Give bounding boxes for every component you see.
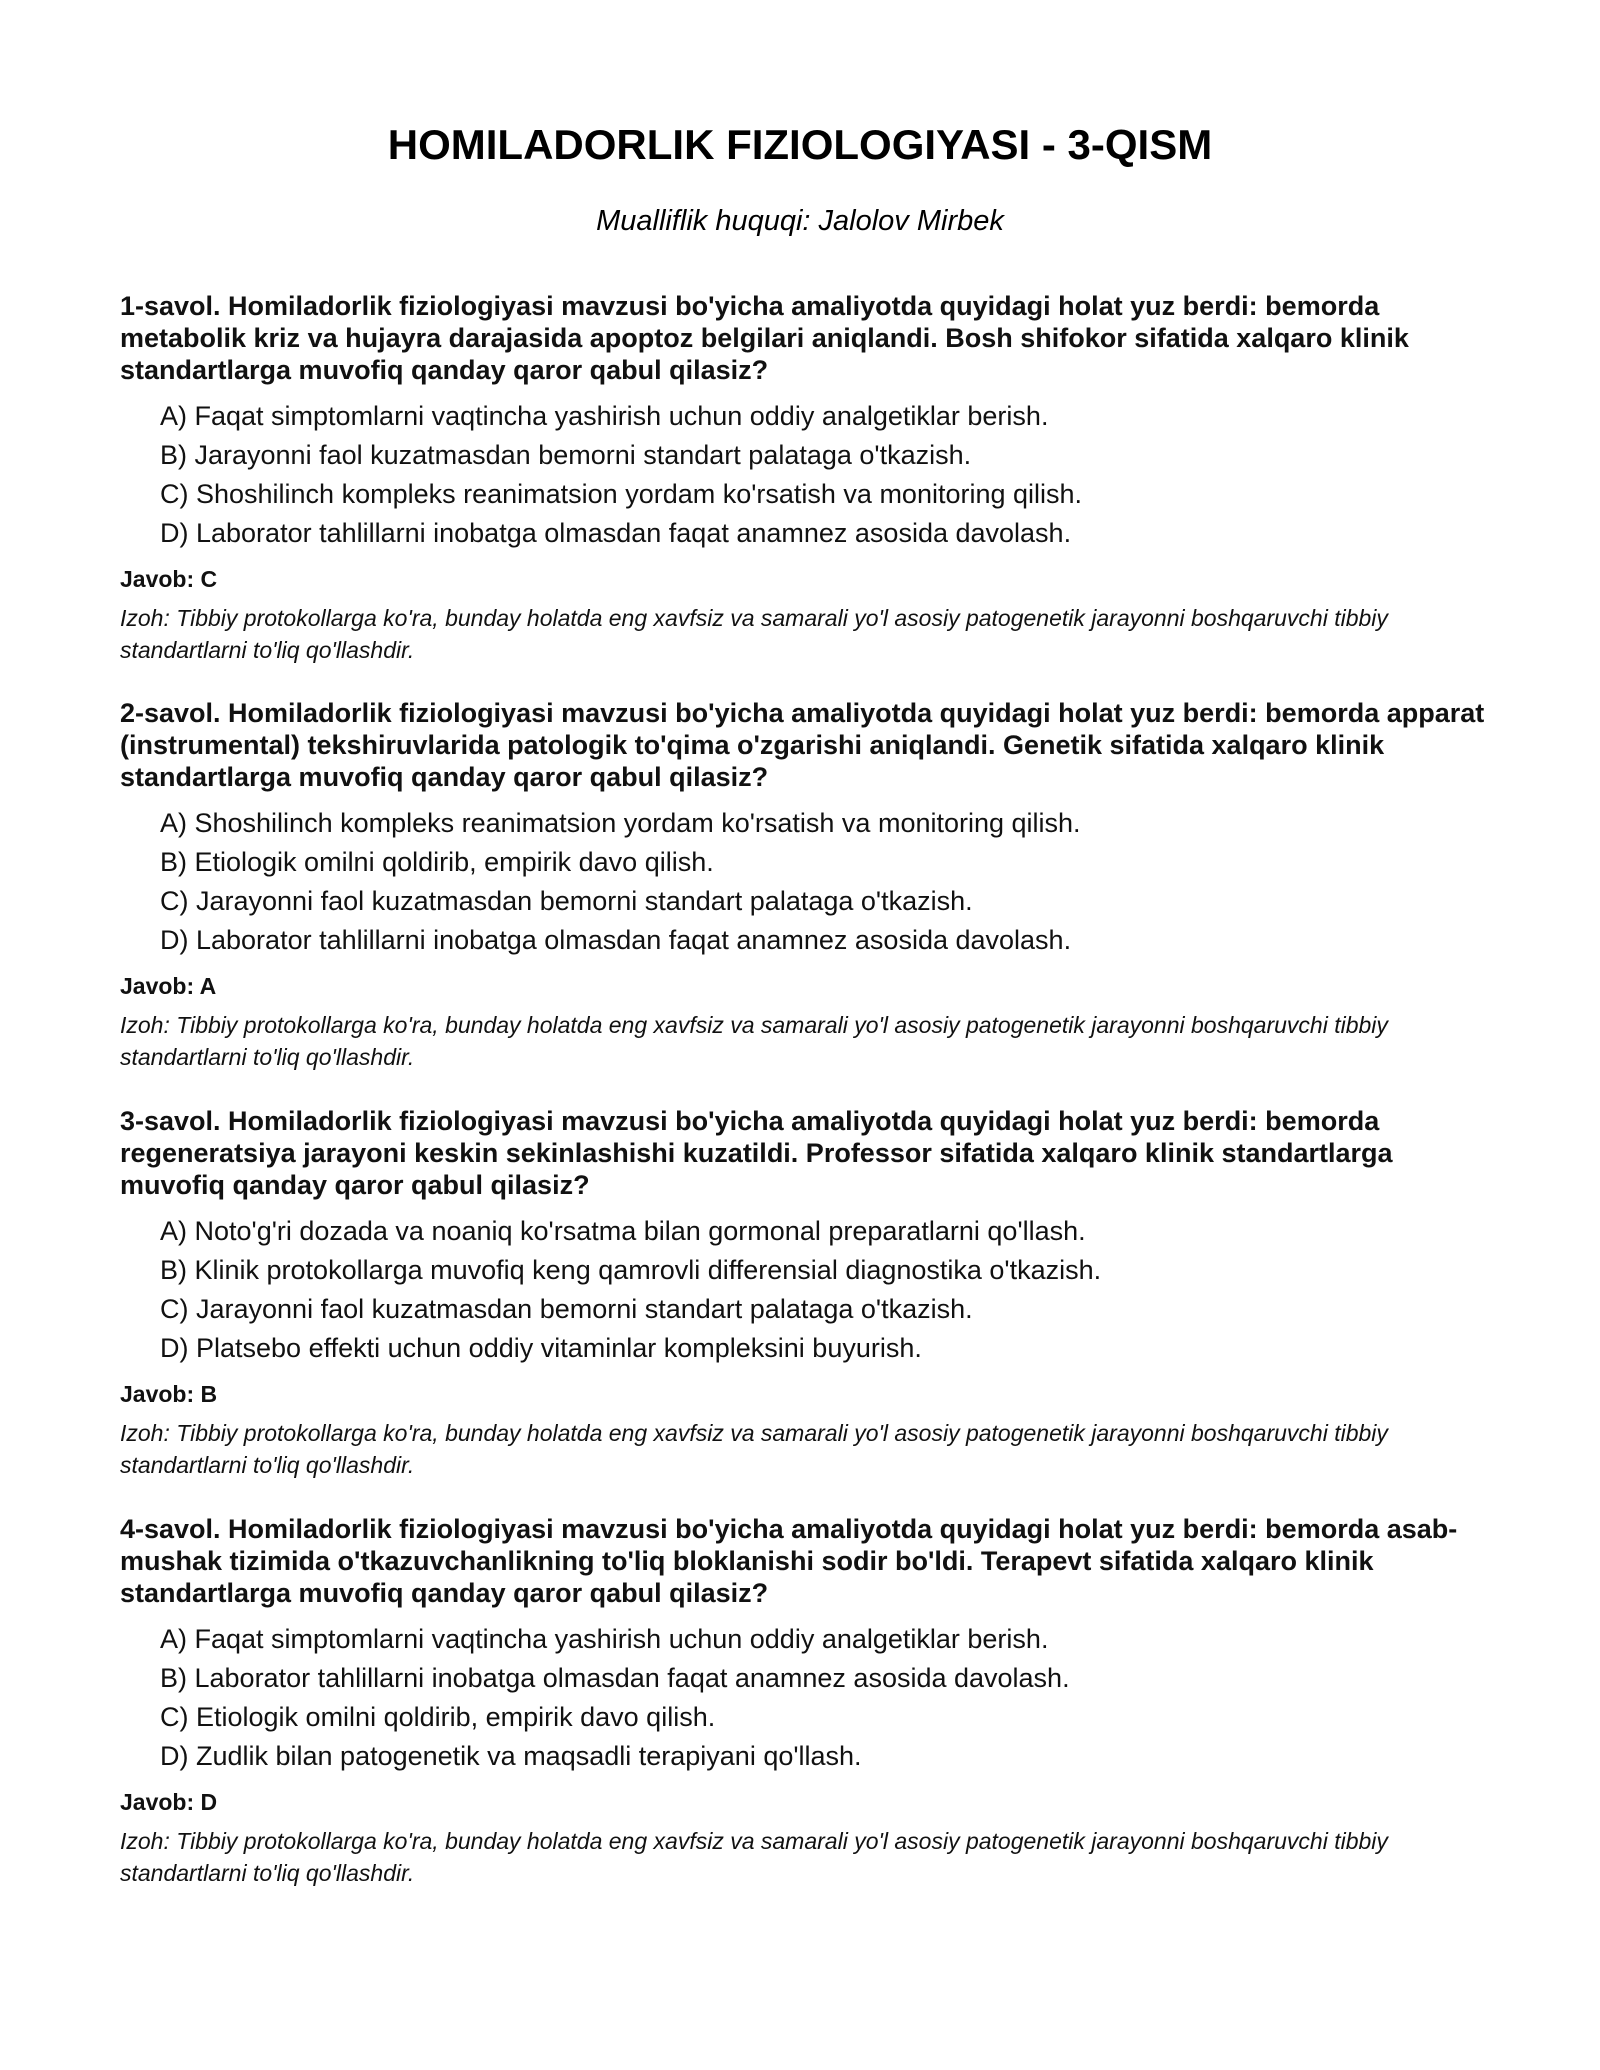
- option-d: D) Laborator tahlillarni inobatga olmasdan faqat anamnez asosida davolash.: [160, 518, 1072, 548]
- option-a: A) Noto'g'ri dozada va noaniq ko'rsatma bilan gormonal preparatlarni qo'llash.: [160, 1216, 1086, 1246]
- option-list: [160, 397, 1500, 553]
- explanation-text: Izoh: Tibbiy protokollarga ko'ra, bunday holatda eng xavfsiz va samarali yo'l asosiy patogenetik jarayonni boshqaruvchi tibbiy standartlarni to'liq qo'llashdir.: [120, 1420, 1388, 1478]
- option-list: [160, 1212, 1500, 1368]
- option-b: B) Laborator tahlillarni inobatga olmasdan faqat anamnez asosida davolash.: [160, 1663, 1070, 1693]
- option-a: A) Faqat simptomlarni vaqtincha yashirish uchun oddiy analgetiklar berish.: [160, 1624, 1049, 1654]
- question-1: [120, 290, 1500, 666]
- question-4: [120, 1513, 1500, 1889]
- option-list: [160, 804, 1500, 960]
- option-a: A) Shoshilinch kompleks reanimatsion yordam ko'rsatish va monitoring qilish.: [160, 808, 1081, 838]
- answer-label: Javob: C: [120, 566, 218, 592]
- document-title: HOMILADORLIK FIZIOLOGIYASI - 3-QISM: [387, 121, 1213, 168]
- explanation-text: Izoh: Tibbiy protokollarga ko'ra, bunday holatda eng xavfsiz va samarali yo'l asosiy patogenetik jarayonni boshqaruvchi tibbiy standartlarni to'liq qo'llashdir.: [120, 1012, 1388, 1070]
- option-c: C) Shoshilinch kompleks reanimatsion yordam ko'rsatish va monitoring qilish.: [160, 479, 1083, 509]
- option-d: D) Platsebo effekti uchun oddiy vitaminlar kompleksini buyurish.: [160, 1333, 922, 1363]
- option-a: A) Faqat simptomlarni vaqtincha yashirish uchun oddiy analgetiklar berish.: [160, 401, 1049, 431]
- option-c: C) Etiologik omilni qoldirib, empirik davo qilish.: [160, 1702, 716, 1732]
- question-text: 3-savol. Homiladorlik fiziologiyasi mavzusi bo'yicha amaliyotda quyidagi holat yuz berdi: bemorda regeneratsiya jarayoni keskin sekinlashishi kuzatildi. Professor sifatida xalqaro klinik standartlarga muvofiq qanday qaror qabul qilasiz?: [120, 1106, 1393, 1200]
- option-list: [160, 1620, 1500, 1776]
- question-3: [120, 1105, 1500, 1481]
- question-text: 4-savol. Homiladorlik fiziologiyasi mavzusi bo'yicha amaliyotda quyidagi holat yuz berdi: bemorda asab-mushak tizimida o'tkazuvchanlikning to'liq bloklanishi sodir bo'ldi. Terapevt sifatida xalqaro klinik standartlarga muvofiq qanday qaror qabul qilasiz?: [120, 1514, 1458, 1608]
- option-c: C) Jarayonni faol kuzatmasdan bemorni standart palataga o'tkazish.: [160, 1294, 973, 1324]
- answer-label: Javob: B: [120, 1381, 218, 1407]
- option-c: C) Jarayonni faol kuzatmasdan bemorni standart palataga o'tkazish.: [160, 886, 973, 916]
- question-text: 1-savol. Homiladorlik fiziologiyasi mavzusi bo'yicha amaliyotda quyidagi holat yuz berdi: bemorda metabolik kriz va hujayra darajasida apoptoz belgilari aniqlandi. Bosh shifokor sifatida xalqaro klinik standartlarga muvofiq qanday qaror qabul qilasiz?: [120, 291, 1409, 385]
- answer-label: Javob: A: [120, 973, 217, 999]
- question-2: [120, 697, 1500, 1073]
- answer-label: Javob: D: [120, 1789, 218, 1815]
- explanation-text: Izoh: Tibbiy protokollarga ko'ra, bunday holatda eng xavfsiz va samarali yo'l asosiy patogenetik jarayonni boshqaruvchi tibbiy standartlarni to'liq qo'llashdir.: [120, 1828, 1388, 1886]
- option-d: D) Zudlik bilan patogenetik va maqsadli terapiyani qo'llash.: [160, 1741, 862, 1771]
- option-d: D) Laborator tahlillarni inobatga olmasdan faqat anamnez asosida davolash.: [160, 925, 1072, 955]
- option-b: B) Klinik protokollarga muvofiq keng qamrovli differensial diagnostika o'tkazish.: [160, 1255, 1102, 1285]
- question-text: 2-savol. Homiladorlik fiziologiyasi mavzusi bo'yicha amaliyotda quyidagi holat yuz berdi: bemorda apparat (instrumental) tekshiruvlarida patologik to'qima o'zgarishi aniqlandi. Genetik sifatida xalqaro klinik standartlarga muvofiq qanday qaror qabul qilasiz?: [120, 698, 1485, 792]
- option-b: B) Etiologik omilni qoldirib, empirik davo qilish.: [160, 847, 714, 877]
- option-b: B) Jarayonni faol kuzatmasdan bemorni standart palataga o'tkazish.: [160, 440, 972, 470]
- explanation-text: Izoh: Tibbiy protokollarga ko'ra, bunday holatda eng xavfsiz va samarali yo'l asosiy patogenetik jarayonni boshqaruvchi tibbiy standartlarni to'liq qo'llashdir.: [120, 605, 1388, 663]
- document-subtitle: Mualliflik huquqi: Jalolov Mirbek: [596, 205, 1004, 237]
